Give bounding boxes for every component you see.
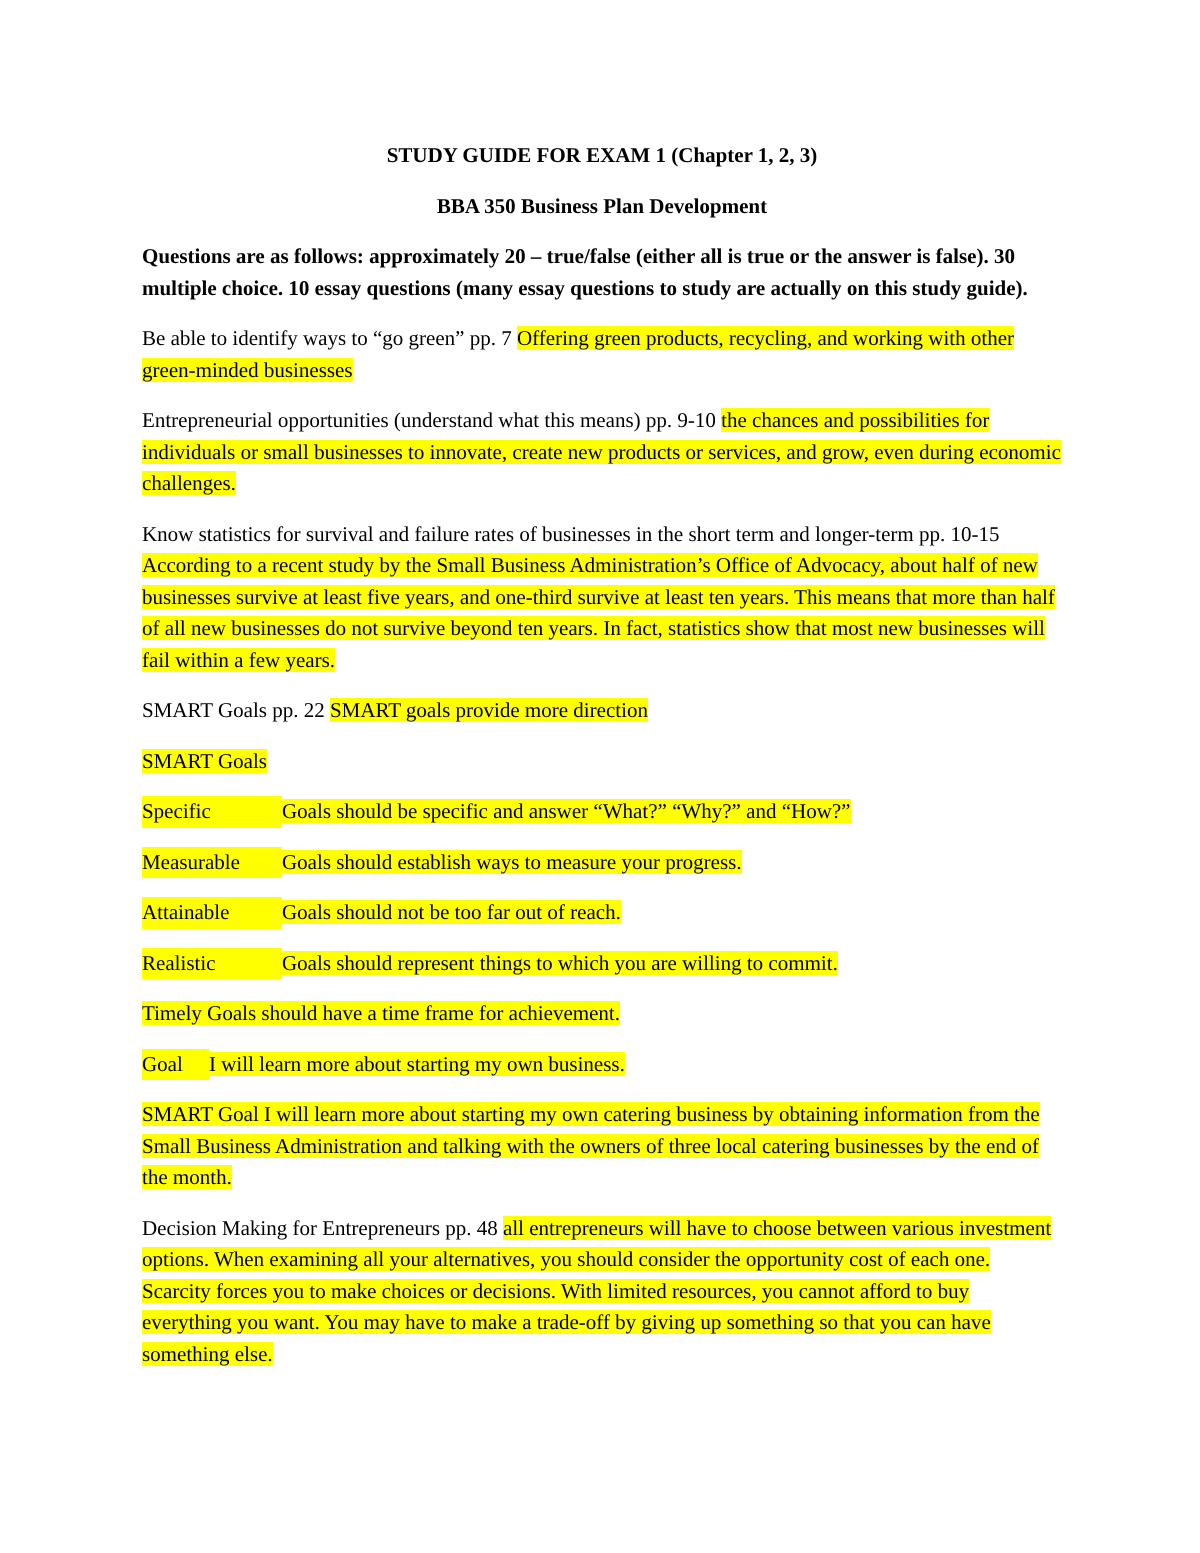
smart-timely: Timely Goals should have a time frame for achievement. xyxy=(142,1001,621,1025)
smart-desc-attainable: Goals should not be too far out of reach. xyxy=(282,900,621,924)
smart-goal-example xyxy=(142,1099,1062,1194)
exam-instructions: Questions are as follows: approximately 20 – true/false (either all is true or the answer is false). 30 multiple choice. 10 essay questions (many essay questions to study are actually on this study guide). xyxy=(142,244,1028,300)
topic-smart-answer: SMART goals provide more direction xyxy=(329,698,648,722)
topic-go-green xyxy=(142,323,1062,386)
topic-go-green-answer: Offering green products, recycling, and working with other green-minded businesses xyxy=(142,326,1015,382)
smart-item-specific xyxy=(142,796,1062,828)
topic-opportunities xyxy=(142,405,1062,500)
topic-smart xyxy=(142,695,1062,727)
course-subtitle: BBA 350 Business Plan Development xyxy=(436,193,768,218)
smart-term-attainable: Attainable xyxy=(142,897,282,929)
topic-decision-making xyxy=(142,1213,1062,1371)
goal-example xyxy=(142,1049,1062,1081)
topic-decision-making-answer: all entrepreneurs will have to choose between various investment options. When examining all your alternatives, you should consider the opportunity cost of each one. Scarcity forces you to make choices or decisions. With limited resources, you cannot afford to buy everything you want. You may have to make a trade-off by giving up something so that you can have something else. xyxy=(142,1215,1052,1366)
topic-opportunities-answer: the chances and possibilities for individuals or small businesses to innovate, create new products or services, and grow, even during economic challenges. xyxy=(142,408,1061,495)
smart-term-specific: Specific xyxy=(142,796,282,828)
topic-statistics-prompt: Know statistics for survival and failure rates of businesses in the short term and longer-term pp. 10-15 xyxy=(142,521,1000,546)
goal-example-term: Goal xyxy=(142,1049,209,1081)
smart-goal-example-text: SMART Goal I will learn more about starting my own catering business by obtaining information from the Small Business Administration and talking with the owners of three local catering businesses by the end of the month. xyxy=(142,1102,1040,1189)
goal-example-desc: I will learn more about starting my own business. xyxy=(209,1051,625,1076)
document-title: STUDY GUIDE FOR EXAM 1 (Chapter 1, 2, 3) xyxy=(386,143,818,167)
topic-opportunities-prompt: Entrepreneurial opportunities (understand what this means) pp. 9-10 xyxy=(142,408,722,432)
smart-term-measurable: Measurable xyxy=(142,847,282,879)
smart-heading-line xyxy=(142,746,1062,778)
topic-statistics xyxy=(142,519,1062,677)
smart-heading: SMART Goals xyxy=(142,748,267,773)
smart-item-attainable xyxy=(142,897,1062,929)
topic-decision-making-prompt: Decision Making for Entrepreneurs pp. 48 xyxy=(142,1215,503,1240)
smart-item-timely xyxy=(142,998,1062,1030)
smart-item-measurable xyxy=(142,847,1062,879)
smart-desc-specific: Goals should be specific and answer “What?” “Why?” and “How?” xyxy=(282,799,851,823)
smart-desc-realistic: Goals should represent things to which you are willing to commit. xyxy=(282,950,838,975)
smart-desc-measurable: Goals should establish ways to measure your progress. xyxy=(282,849,742,874)
document-page xyxy=(142,140,1062,1389)
smart-item-realistic xyxy=(142,948,1062,980)
topic-smart-prompt: SMART Goals pp. 22 xyxy=(142,698,330,722)
smart-term-realistic: Realistic xyxy=(142,948,282,980)
topic-statistics-answer: According to a recent study by the Small Business Administration’s Office of Advocacy, about half of new businesses survive at least five years, and one-third survive at least ten years. This means that more than half of all new businesses do not survive beyond ten years. In fact, statistics show that most new businesses will fail within a few years. xyxy=(142,553,1055,672)
topic-go-green-prompt: Be able to identify ways to “go green” pp. 7 xyxy=(142,326,517,350)
